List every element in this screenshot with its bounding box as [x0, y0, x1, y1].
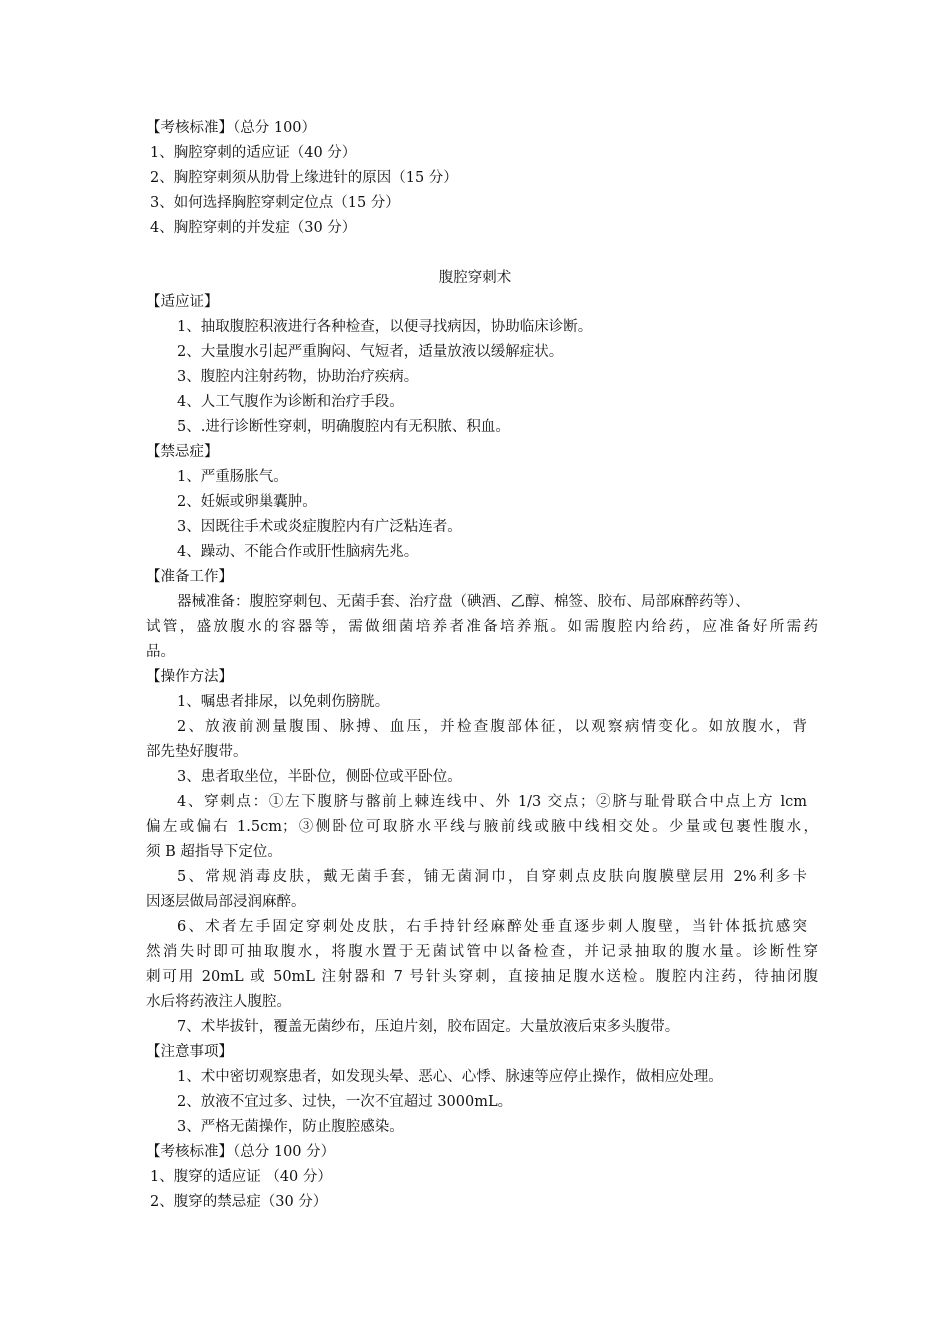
preparation-line: 器械准备：腹腔穿刺包、无菌手套、治疗盘（碘酒、乙醇、棉签、胶布、局部麻醉药等）、 [177, 594, 750, 610]
thoracic-exam-item: 2、胸腔穿刺须从肋骨上缘进针的原因（15 分） [150, 170, 458, 186]
thoracic-exam-header: 【考核标准】（总分 100） [146, 120, 317, 136]
contraindications-item: 1、严重肠胀气。 [177, 469, 288, 485]
indications-item: 5、.进行诊断性穿刺，明确腹腔内有无积脓、积血。 [177, 419, 510, 435]
procedure-line: 6、术者左手固定穿刺处皮肤，右手持针经麻醉处垂直逐步刺人腹壁，当针体抵抗感突 [177, 919, 807, 935]
contraindications-item: 3、因既往手术或炎症腹腔内有广泛粘连者。 [177, 519, 462, 535]
preparation-header: 【准备工作】 [146, 569, 233, 585]
preparation-line: 试管，盛放腹水的容器等，需做细菌培养者准备培养瓶。如需腹腔内给药，应准备好所需药 [146, 619, 818, 635]
precautions-item: 3、严格无菌操作，防止腹腔感染。 [177, 1119, 404, 1135]
preparation-line: 品。 [146, 644, 175, 660]
procedure-line: 3、患者取坐位，半卧位，侧卧位或平卧位。 [177, 769, 462, 785]
section-title: 腹腔穿刺术 [438, 270, 512, 286]
abdominal-exam-item: 1、腹穿的适应证 （40 分） [150, 1169, 332, 1185]
procedure-line: 偏左或偏右 1.5cm；③侧卧位可取脐水平线与腋前线或腋中线相交处。少量或包裹性腹水， [146, 819, 818, 835]
procedure-line: 然消失时即可抽取腹水，将腹水置于无菌试管中以备检查，并记录抽取的腹水量。诊断性穿 [146, 944, 818, 960]
indications-item: 2、大量腹水引起严重胸闷、气短者，适量放液以缓解症状。 [177, 344, 564, 360]
indications-item: 1、抽取腹腔积液进行各种检查，以便寻找病因，协助临床诊断。 [177, 319, 593, 335]
thoracic-exam-item: 1、胸腔穿刺的适应证（40 分） [150, 145, 357, 161]
indications-item: 3、腹腔内注射药物，协助治疗疾病。 [177, 369, 419, 385]
indications-header: 【适应证】 [146, 294, 219, 310]
contraindications-item: 2、妊娠或卵巢囊肿。 [177, 494, 317, 510]
contraindications-item: 4、躁动、不能合作或肝性脑病先兆。 [177, 544, 419, 560]
procedure-line: 须 B 超指导下定位。 [146, 844, 282, 860]
precautions-header: 【注意事项】 [146, 1044, 233, 1060]
indications-item: 4、人工气腹作为诊断和治疗手段。 [177, 394, 404, 410]
abdominal-exam-item: 2、腹穿的禁忌症（30 分） [150, 1194, 328, 1210]
procedure-line: 因逐层做局部浸润麻醉。 [146, 894, 306, 910]
procedure-header: 【操作方法】 [146, 669, 233, 685]
procedure-line: 2、放液前测量腹围、脉搏、血压，并检查腹部体征，以观察病情变化。如放腹水，背 [177, 719, 807, 735]
thoracic-exam-item: 3、如何选择胸腔穿刺定位点（15 分） [150, 195, 400, 211]
precautions-item: 1、术中密切观察患者，如发现头晕、恶心、心悸、脉速等应停止操作，做相应处理。 [177, 1069, 723, 1085]
procedure-line: 部先垫好腹带。 [146, 744, 248, 760]
abdominal-exam-header: 【考核标准】（总分 100 分） [146, 1144, 336, 1160]
precautions-item: 2、放液不宜过多、过快，一次不宜超过 3000mL。 [177, 1094, 513, 1110]
procedure-line: 5、常规消毒皮肤，戴无菌手套，铺无菌洞巾，自穿刺点皮肤向腹膜壁层用 2%利多卡 [177, 869, 807, 885]
thoracic-exam-item: 4、胸腔穿刺的并发症（30 分） [150, 220, 357, 236]
procedure-line: 水后将药液注人腹腔。 [146, 994, 291, 1010]
procedure-line: 刺可用 20mL 或 50mL 注射器和 7 号针头穿刺，直接抽足腹水送检。腹腔内注药，待抽闭腹 [146, 969, 818, 985]
contraindications-header: 【禁忌症】 [146, 444, 219, 460]
procedure-line: 1、嘱患者排尿，以免刺伤膀胱。 [177, 694, 390, 710]
procedure-line: 4、穿刺点：①左下腹脐与髂前上棘连线中、外 1/3 交点；②脐与耻骨联合中点上方 lcm [177, 794, 807, 810]
procedure-line: 7、术毕拔针，覆盖无菌纱布，压迫片刻，胶布固定。大量放液后束多头腹带。 [177, 1019, 680, 1035]
